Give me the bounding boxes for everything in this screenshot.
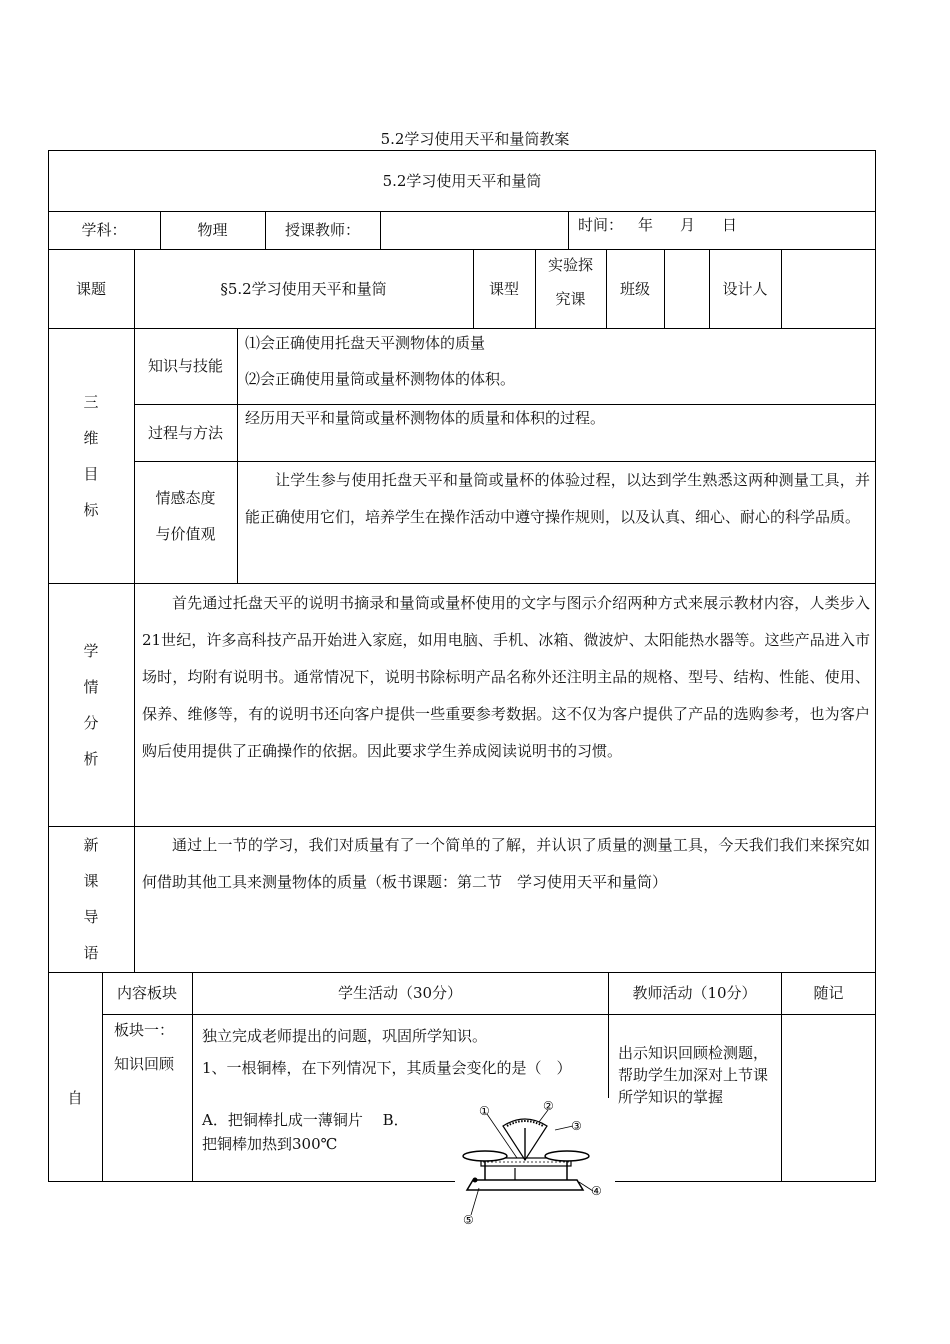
attitude-label-line1: 情感态度 (155, 489, 216, 507)
left-pan (463, 1151, 507, 1161)
time-year: 年 (638, 216, 654, 234)
section-char: 标 (83, 500, 99, 519)
time-label: 时间： (578, 216, 624, 234)
section-char: 语 (83, 944, 99, 962)
analysis-section-label (48, 583, 134, 826)
col-header-content: 内容板块 (116, 984, 177, 1002)
topic-label: 课题 (75, 279, 106, 298)
attitude-label-line2: 与价值观 (155, 525, 216, 543)
knowledge-line1: ⑴会正确使用托盘天平测物体的质量 (245, 334, 486, 352)
section-char: 目 (83, 464, 99, 483)
section-char: 三 (83, 392, 99, 411)
knowledge-label: 知识与技能 (147, 357, 223, 375)
teacher-label: 授课教师： (284, 221, 360, 239)
class-label: 班级 (619, 279, 650, 298)
callout-label-2: ② (543, 1099, 554, 1113)
subject-label: 学科： (81, 221, 127, 239)
analysis-text: 首先通过托盘天平的说明书摘录和量筒或量杯使用的文字与图示介绍两种方式来展示教材内容，人类步入21世纪，许多高科技产品开始进入家庭，如用电脑、手机、冰箱、微波炉、太阳能热水器等。这些产品进入市场时，均附有说明书。通常情况下，说明书除标明产品名称外还注明主品的规格、型号、结构、性能、使用、保养、维修等，有的说明书还向客户提供一些重要参考数据。这不仅为客户提供了产品的选购参考，也为客户购后使用提供了正确操作的依据。因此要求学生养成阅读说明书的习惯。 (142, 594, 870, 760)
lesson-type-label: 课型 (488, 279, 519, 298)
designer-label: 设计人 (722, 279, 768, 298)
section-char: 分 (83, 713, 99, 732)
attitude-label (134, 461, 237, 583)
designer-value (781, 249, 876, 328)
student-question: 1、一根铜棒，在下列情况下，其质量会变化的是（ ） (202, 1059, 572, 1077)
col-header-notes: 随记 (813, 984, 844, 1002)
section-char: 情 (83, 677, 99, 696)
process-label: 过程与方法 (147, 423, 223, 442)
lesson-type-line1: 实验探 (547, 256, 593, 274)
col-header-teacher: 教师活动（10分） (632, 984, 757, 1002)
time-month: 月 (680, 216, 696, 234)
teacher-activity-text: 出示知识回顾检测题，帮助学生加深对上节课所学知识的掌握 (618, 1044, 769, 1106)
callout-label-1: ① (479, 1104, 490, 1118)
section-char: 学 (83, 641, 99, 660)
intro-section-label (48, 826, 134, 972)
subject-value: 物理 (197, 221, 228, 239)
document-title: 5.2学习使用天平和量筒教案 (380, 130, 570, 148)
notes-text (786, 1020, 872, 1120)
section-char: 维 (83, 428, 99, 447)
balance-figure (455, 1098, 615, 1228)
lesson-type-line2: 究课 (555, 290, 586, 308)
topic-value: §5.2学习使用天平和量筒 (220, 279, 387, 298)
attitude-text: 让学生参与使用托盘天平和量筒或量杯的体验过程，以达到学生熟悉这两种测量工具，并能正确使用它们，培养学生在操作活动中遵守操作规则，以及认真、细心、耐心的科学品质。 (245, 471, 870, 526)
level-screw (473, 1178, 478, 1183)
lesson-type-value (535, 249, 606, 328)
callout-label-5: ⑤ (463, 1213, 474, 1227)
option-a: A．把铜棒扎成一薄铜片 B． (202, 1111, 409, 1129)
block-label-line1: 板块一： (114, 1021, 175, 1039)
col-divider (237, 328, 238, 583)
objectives-section-label (48, 328, 134, 583)
row-divider (102, 1014, 876, 1015)
option-b: 把铜棒加热到300℃ (202, 1135, 338, 1153)
block-label-line2: 知识回顾 (114, 1055, 175, 1073)
col-divider (568, 211, 569, 249)
intro-text: 通过上一节的学习，我们对质量有了一个简单的了解，并认识了质量的测量工具，今天我们我们来探究如何借助其他工具来测量物体的质量（板书课题：第二节 学习使用天平和量筒） (142, 836, 870, 891)
knowledge-line2: ⑵会正确使用量筒或量杯测物体的体积。 (245, 370, 516, 388)
table-header-title: 5.2学习使用天平和量筒 (382, 171, 542, 190)
teacher-value (380, 211, 568, 249)
callout-label-4: ④ (591, 1184, 602, 1198)
activity-side-label: 自 (67, 1089, 83, 1107)
section-char: 导 (83, 908, 99, 926)
callout-label-3: ③ (571, 1119, 582, 1133)
right-pan (545, 1151, 589, 1161)
time-day: 日 (722, 216, 738, 234)
col-header-student: 学生活动（30分） (337, 984, 463, 1002)
student-activity-line1: 独立完成老师提出的问题，巩固所学知识。 (202, 1027, 488, 1045)
section-char: 析 (83, 749, 99, 768)
balance-base (467, 1180, 583, 1190)
row-divider (134, 404, 876, 405)
section-char: 新 (83, 836, 99, 854)
process-text: 经历用天平和量筒或量杯测物体的质量和体积的过程。 (245, 409, 606, 427)
class-value (664, 249, 709, 328)
section-char: 课 (83, 872, 99, 890)
